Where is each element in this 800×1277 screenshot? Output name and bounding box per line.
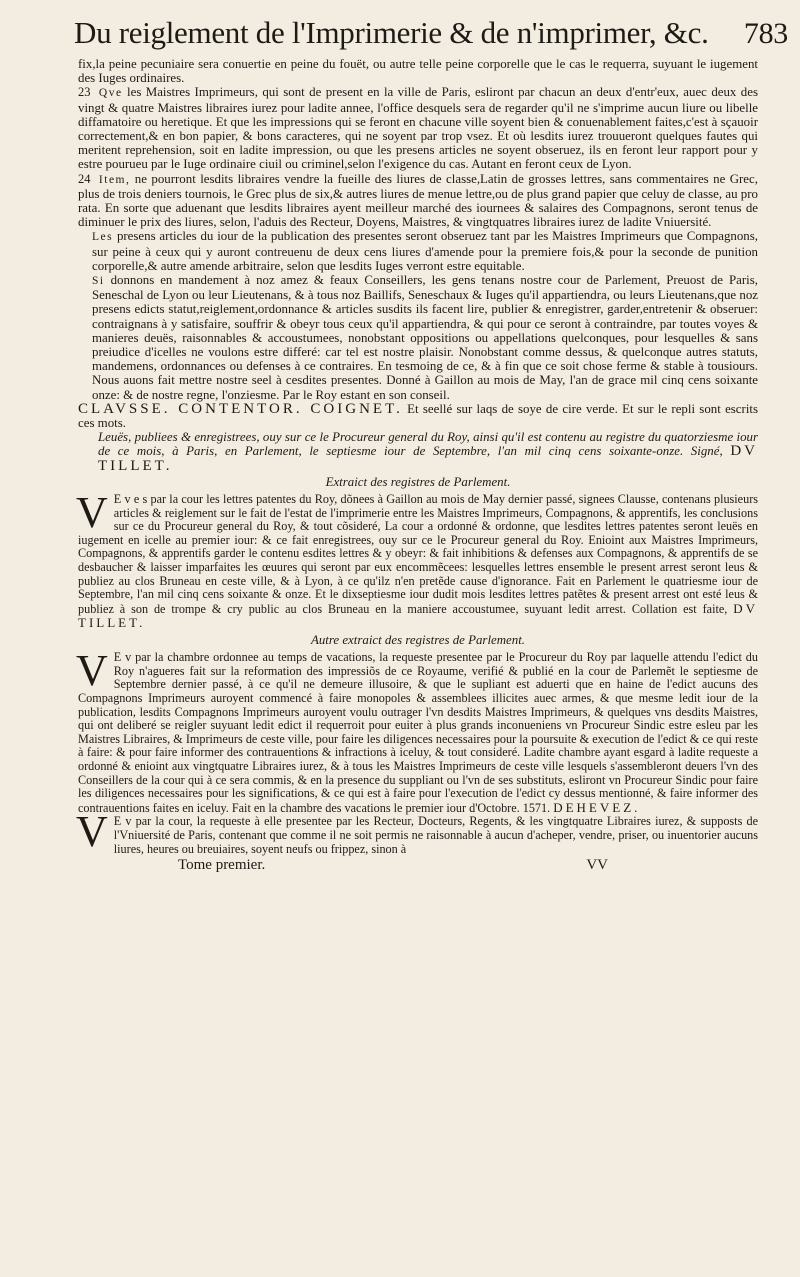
section-heading-autre-extraict: Autre extraict des registres de Parlement. (310, 633, 526, 648)
paragraph-continuation: fix,la peine pecuniaire sera conuertie en peine du fouët, ou autre telle peine corporelle que le cas le requerra, suyuant le iugement des Iuges ordinaires. (78, 57, 758, 86)
running-header (74, 14, 788, 53)
article-text: ne pourront lesdits libraires vendre la fueille des liures de classe,Latin de grosses lettres, sans commentaires ne Grec, plus de trois deniers tournois, le Grec plus de six,& autres liures de menue lettre,ou de plus grand papier que celuy de classe, au pro rata. En sorte que aduenant que lesdits libraires ayent meilleur marché des iournees & salaires des Compagnons, seront tenus de diminuer le prix des liures, selon, l'aduis des Recteur, Doyens, Maistres, & vingtquatres libraires iurez de ladite Vniuersité. (78, 171, 758, 230)
section-heading-extraict: Extraict des registres de Parlement. (325, 474, 511, 489)
seal-text: Et seellé sur laqs de soye de cire verde. Et sur le repli sont escrits ces mots. (78, 401, 758, 431)
article-23 (78, 85, 758, 171)
page-number: 783 (743, 17, 788, 50)
extraict-signature: DV TILLET. (78, 600, 758, 631)
paragraph-lead-word: Les (92, 231, 114, 244)
paragraph-lead-word: Si (92, 275, 105, 288)
autre-extraict-signature: DEHEVEZ. (553, 799, 641, 815)
registration-text: Leuës, publiees & enregistrees, ouy sur ce le Procureur general du Roy, ainsi qu'il est contenu au registre du quatorziesme iour de ce mois, à Paris, en Parlement, le septiesme iour de Septembre, l'an mil cinq cens soixante-onze. Signé, (98, 430, 758, 459)
running-title: Du reiglement de l'Imprimerie & de n'imprimer, &c. (74, 15, 709, 50)
signature-mark: VV (586, 857, 608, 874)
paragraph-si-donnons (78, 273, 758, 402)
article-lead-word: Qve (98, 87, 123, 100)
page-footer (78, 858, 758, 872)
extraict-text: E v e s par la cour les lettres patentes du Roy, dõnees à Gaillon au mois de May dernier passé, signees Clausse, contenans plusieurs articles & reiglement sur le fait de l'estat de l'imprimerie entre les Maistres Imprimeurs, Compagnons, & apprentifs, les conclusions sur ce du Procureur general du Roy, & tout cõsideré, La cour a ordonné & ordonne, que lesdites lettres patentes seront leuës en iugement en icelle au premier iour: & ce fait enregistrees, ouy sur ce le Procureur general du Roy. Enioint aux Maistres Imprimeurs, Compagnons, & apprentifs garder le contenu esdites lettres & y obeyr: & fait inhibitions & defenses aux Compagnons, & apprentifs de se desbaucher & laisser imparfaites les œuures qui seront par eux encommẽcees: lesquelles lettres ensemble le present arrest seront leus & publiez au clos Bruneau en ceste ville, & à Lyon, à ce qu'ilz n'en pretẽde cause d'ignorance. Fait en Parlement le quatriesme iour de Septembre, l'an mil cinq cens soixante & onze. Et le dixseptiesme iour dudit mois lesdites lettres patẽtes & present arrest ont esté leus & publiez à son de trompe & cry public au clos Bruneau en la maniere accoustumee, suyuant ledit arrest. Collation est faite, (78, 492, 758, 616)
autre-extraict-text: E v par la chambre ordonnee au temps de vacations, la requeste presentee par le Procureur du Roy par laquelle attendu l'edict du Roy n'agueres fait sur la reformation des impressiõs de ce Royaume, verifié & publié en la cour de Parlemẽt le septiesme de Septembre dernier passé, à ce qu'il ne demeure illusoire, & que le supliant est aduerti que en haine de l'edict aucuns des Compagnons Imprimeurs auroyent commencé à faire monopoles & assemblees illicites auec armes, & que mesme ledit iour de la publication, lesdits Compagnons Imprimeurs auroyent voulu outrager l'vn desdits Maistres Imprimeurs, & quelques vns desdits Maistres, qui ont deliberé se reigler suyuant ledit edict il requerroit pour euiter à plus grands inconueniens vn Procureur Sindic estre esleu par les Maistres Libraires, & Imprimeurs de ceste ville, pour faire les diligences necessaires pour la poursuite & execution de l'edict & ce qui reste à faire: & pour faire informer des contrauentions & infractions à iceluy, & tout consideré. Ladite chambre ayant esgard à ladite requeste a ordonné & enioint aux vingtquatre Libraires iurez, & à tous les Maistres Imprimeurs de ceste ville lesquels s'assembleront deuers l'vn des Conseillers de la cour qui à ce sera commis, & en la presence du suppliant ou l'vn de ses substituts, esliront vn Procureur Sindic pour faire les diligences necessaires pour les significations, & ce qui est à faire pour l'execution de l'edict cy dessus mentionné, & faire informer des contrauentions faites en iceluy. Fait en la chambre des vacations le premier iour d'Octobre. 1571. (78, 650, 758, 815)
extraict-paragraph (76, 488, 758, 631)
drop-cap: V (76, 807, 108, 857)
article-24 (78, 172, 758, 230)
final-text: E v par la cour, la requeste à elle presentee par les Recteur, Docteurs, Regents, & les vingtquatre Libraires iurez, & supposts de l'Vniuersité de Paris, contenant que comme il ne soit permis ne raisonnable à aucun d'acheper, vendre, priser, ou inuentorier aucuns liures, heures ou breuiaires, soyent neufs ou frippez, sinon à (113, 814, 758, 856)
article-number: 24 (78, 171, 91, 186)
paragraph-text: donnons en mandement à noz amez & feaux Conseillers, les gens tenans nostre cour de Parlement, Preuost de Paris, Seneschal de Lyon ou leur Lieutenans, & à tous noz Baillifs, Seneschaux & Iuges qu'il appartiendra, ou leurs Lieutenans,que noz presens edicts statut,reiglement,ordonnance & articles susdits ils facent lire, publier & enregistrer, garder,entretenir & obseruer: contraignans à y satisfaire, souffrir & obeyr tous ceux qu'il appartiendra, & qui pour ce seront à contraindre, par toutes voyes & manieres deuës, raisonnables & accoustumees, nonobstant oppositions ou appellations quelconques, pour lesquelles & sans preiudice d'icelles ne voulons estre differé: car tel est nostre plaisir. Nonobstant comme dessus, & quelconque autres statuts, mandemens, ordonnances ou defenses à ce contraires. En tesmoing de ce, & à fin que ce soit chose ferme & stable à tousiours. Nous auons fait mettre nostre seel à cesdites presentes. Donné à Gaillon au mois de May, l'an de grace mil cinq cens soixante onze: & de nostre regne, l'onziesme. Par le Roy estant en son conseil. (92, 273, 758, 402)
autre-extraict-paragraph (76, 646, 758, 815)
article-text: les Maistres Imprimeurs, qui sont de present en la ville de Paris, esliront par chacun an deux d'entr'eux, auec deux des vingt & quatre Maistres libraires iurez pour ladite annee, l'office desquels sera de regarder qu'il ne s'imprime aucun liure ou libelle diffamatoire ou heretique. Et que les impressions qui se feront en chacune ville soyent bien & conuenablement faites,c'est à sçauoir correctement,& en bon papier, & bons caracteres, qui ne soyent par trop vsez. Et où lesdits iurez trouueront quelques fautes qui meritent reprehension, soit en ladite impression, ou que les presens articles ne soyent obseruez, ils en feront leur rapport pour y estre pourueu par le Iuge ordinaire ciuil ou criminel,selon l'exigence du cas. Autant en feront ceux de Lyon. (78, 85, 758, 172)
article-number: 23 (78, 85, 91, 100)
article-lead-word: Item, (98, 173, 131, 186)
drop-cap: V (76, 646, 108, 696)
registration-note (78, 430, 758, 473)
signatures: CLAVSSE. CONTENTOR. COIGNET. (78, 400, 403, 417)
signatures-line (78, 402, 758, 430)
paragraph-text: presens articles du iour de la publication des presentes seront obseruez tant par les Maistres Imprimeurs que Compagnons, sur peine à ceux qui y auront contreuenu de deux cens liures d'amende pour la premiere fois,& pour la seconde de punition corporelle,& autre amende arbitraire, selon que lesdits Iuges verront estre equitable. (92, 229, 758, 273)
page-body (78, 57, 758, 872)
drop-cap: V (76, 488, 108, 538)
registration-signature: DV TILLET. (98, 443, 758, 474)
tome-label: Tome premier. (178, 857, 266, 874)
paragraph-les-presens (78, 229, 758, 273)
